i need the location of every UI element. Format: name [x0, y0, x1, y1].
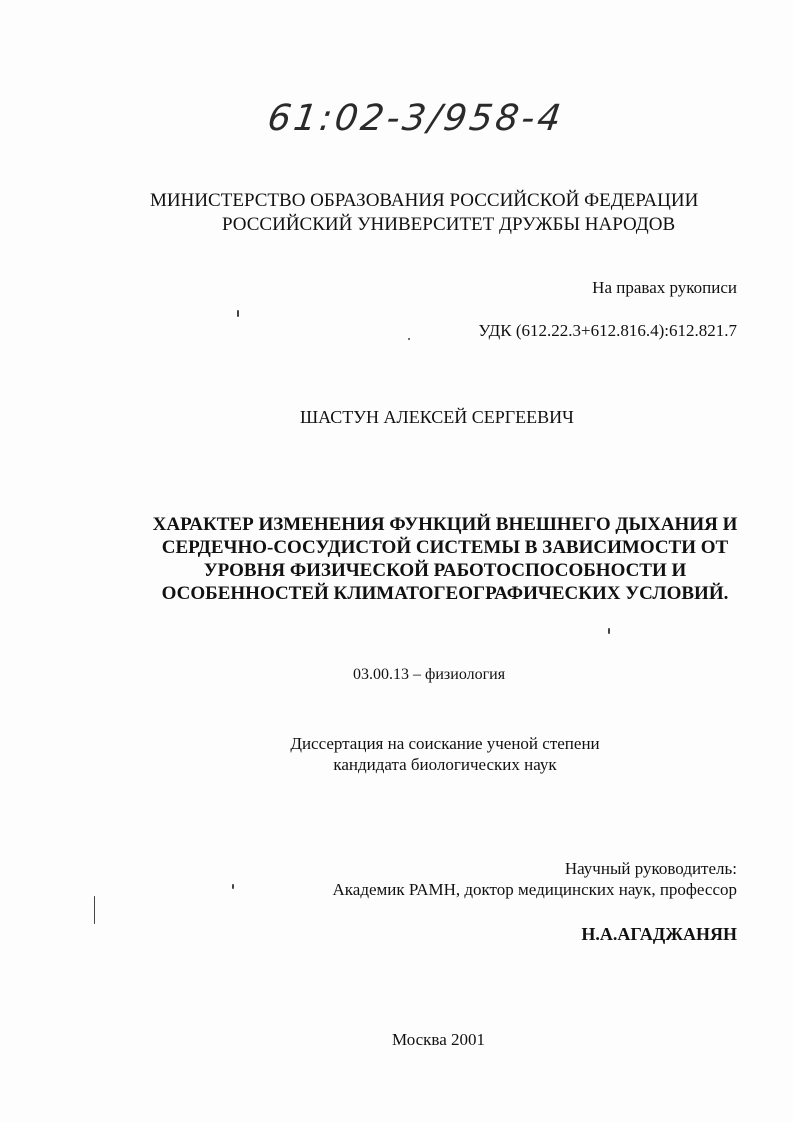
supervisor-name: Н.А.АГАДЖАНЯН [581, 924, 737, 944]
degree-line: кандидата биологических наук [333, 755, 557, 774]
dissertation-title [100, 513, 790, 605]
supervisor-title: Академик РАМН, доктор медицинских наук, профессор [332, 880, 737, 899]
city-year: Москва 2001 [392, 1030, 486, 1049]
ministry-name: МИНИСТЕРСТВО ОБРАЗОВАНИЯ РОССИЙСКОЙ ФЕДЕРАЦИИ [150, 190, 699, 211]
scan-speck [237, 310, 239, 317]
degree-line: Диссертация на соискание ученой степени [290, 734, 600, 753]
university-name: РОССИЙСКИЙ УНИВЕРСИТЕТ ДРУЖБЫ НАРОДОВ [222, 214, 676, 235]
udk-code: УДК (612.22.3+612.816.4):612.821.7 [478, 321, 737, 340]
scan-speck [408, 338, 410, 340]
scan-speck [608, 628, 610, 634]
scan-speck [232, 884, 234, 889]
title-line: СЕРДЕЧНО-СОСУДИСТОЙ СИСТЕМЫ В ЗАВИСИМОСТИ ОТ [161, 537, 729, 558]
handwritten-archive-code: 61:02-3/958-4 [265, 98, 567, 139]
author-name: ШАСТУН АЛЕКСЕЙ СЕРГЕЕВИЧ [300, 407, 574, 427]
degree-statement [200, 733, 690, 775]
scan-speck [94, 896, 95, 924]
supervisor-label: Научный руководитель: [564, 859, 737, 878]
title-line: ХАРАКТЕР ИЗМЕНЕНИЯ ФУНКЦИЙ ВНЕШНЕГО ДЫХАНИЯ И [152, 514, 738, 535]
specialty-code: 03.00.13 – физиология [353, 666, 506, 683]
title-line: ОСОБЕННОСТЕЙ КЛИМАТОГЕОГРАФИЧЕСКИХ УСЛОВИЙ. [161, 583, 729, 604]
title-line: УРОВНЯ ФИЗИЧЕСКОЙ РАБОТОСПОСОБНОСТИ И [203, 560, 687, 581]
rights-notice: На правах рукописи [592, 278, 737, 297]
